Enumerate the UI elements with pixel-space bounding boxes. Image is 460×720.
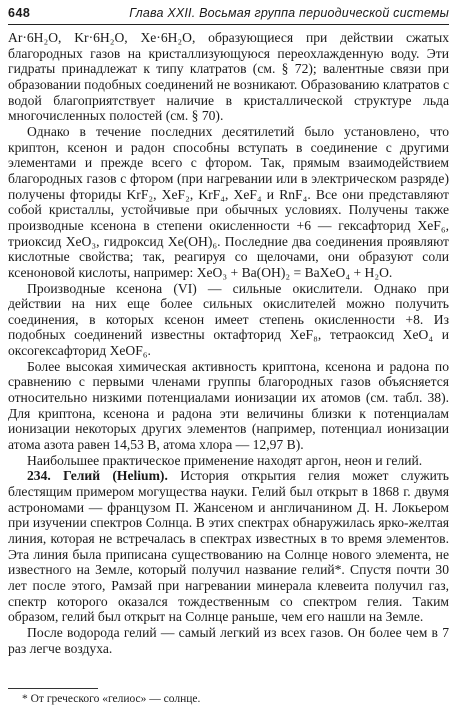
- section-title: 234. Гелий (Helium).: [27, 468, 168, 484]
- footnote-divider: [8, 688, 98, 689]
- paragraph-fluorides: Однако в течение последних десятилетий было установлено, что криптон, ксенон и радон способны вступать в соединение с другими элементами и прежде всего с фтором. Так, прямым взаимодействием благородных газов с фтором (при нагревании или в электрическом разряде) получены фториды KrF₂, XeF₂, KrF₄, XeF₄ и RnF₄. Все они представляют собой кристаллы, устойчивые при обычных условиях. Получены также производные ксенона в степени окисленности +6 — гексафторид XeF₆, триоксид XeO₃, гидроксид Xe(OH)₆. Последние два соединения проявляют кислотные свойства; так, реагируя со щелочами, они образуют соли ксеноновой кислоты, например: XeO₃ + Ba(OH)₂ = BaXeO₄ + H₂O.: [8, 123, 449, 280]
- paragraph-helium-lightness: После водорода гелий — самый легкий из всех газов. Он более чем в 7 раз легче воздуха.: [8, 624, 449, 656]
- body-text: [8, 30, 449, 656]
- page-header: [8, 6, 449, 25]
- paragraph-applications: Наибольшее практическое применение находят аргон, неон и гелий.: [27, 452, 423, 468]
- section-helium: [8, 468, 449, 625]
- paragraph-clathrates: Ar·6H₂O, Kr·6H₂O, Xe·6H₂O, образующиеся при действии сжатых благородных газов на кристаллизующуюся переохлажденную воду. Эти гидраты принадлежат к типу клатратов (см. § 72); валентные связи при образовании подобных соединений не возникают. Образованию клатратов с водой благоприятствует наличие в кристаллической структуре льда многочисленных полостей (см. § 70).: [8, 30, 449, 124]
- section-text: История открытия гелия может служить блестящим примером могущества науки. Гелий был открыт в 1868 г. двумя астрономами — французом П. Жансеном и англичанином Д. Н. Локьером при изучении спектров Солнца. В этих спектрах обнаружилась ярко-желтая линия, которая не встречалась в спектрах известных в то время элементов. Эта линия была приписана существованию на Солнце нового элемента, не известного на Земле, который получил название гелий*. Спустя почти 30 лет после этого, Рамзай при нагревании минерала клевеита получил газ, спектр которого оказался тождественным со спектром гелия. Таким образом, гелий был открыт на Солнце раньше, чем его нашли на Земле.: [8, 468, 449, 625]
- footnote: * От греческого «гелиос» — солнце.: [22, 693, 201, 705]
- paragraph-xenon-oxidizers: Производные ксенона (VI) — сильные окислители. Однако при действии на них еще более сильных окислителей можно получить соединения, в которых ксенон имеет степень окисленности +8. Из подобных соединений известны октафторид XeF₈, тетраоксид XeO₄ и оксогексафторид XeOF₆.: [8, 280, 449, 359]
- running-head: Глава XXII. Восьмая группа периодической системы: [129, 6, 449, 20]
- paragraph-ionization: Более высокая химическая активность криптона, ксенона и радона по сравнению с первыми членами группы благородных газов объясняется относительно низкими потенциалами ионизации их атомов (см. табл. 38). Для криптона, ксенона и радона эти величины близки к потенциалам ионизации некоторых других элементов (например, потенциал ионизации атома азота равен 14,53 В, атома хлора — 12,97 В).: [8, 358, 449, 453]
- page-number: 648: [8, 6, 31, 20]
